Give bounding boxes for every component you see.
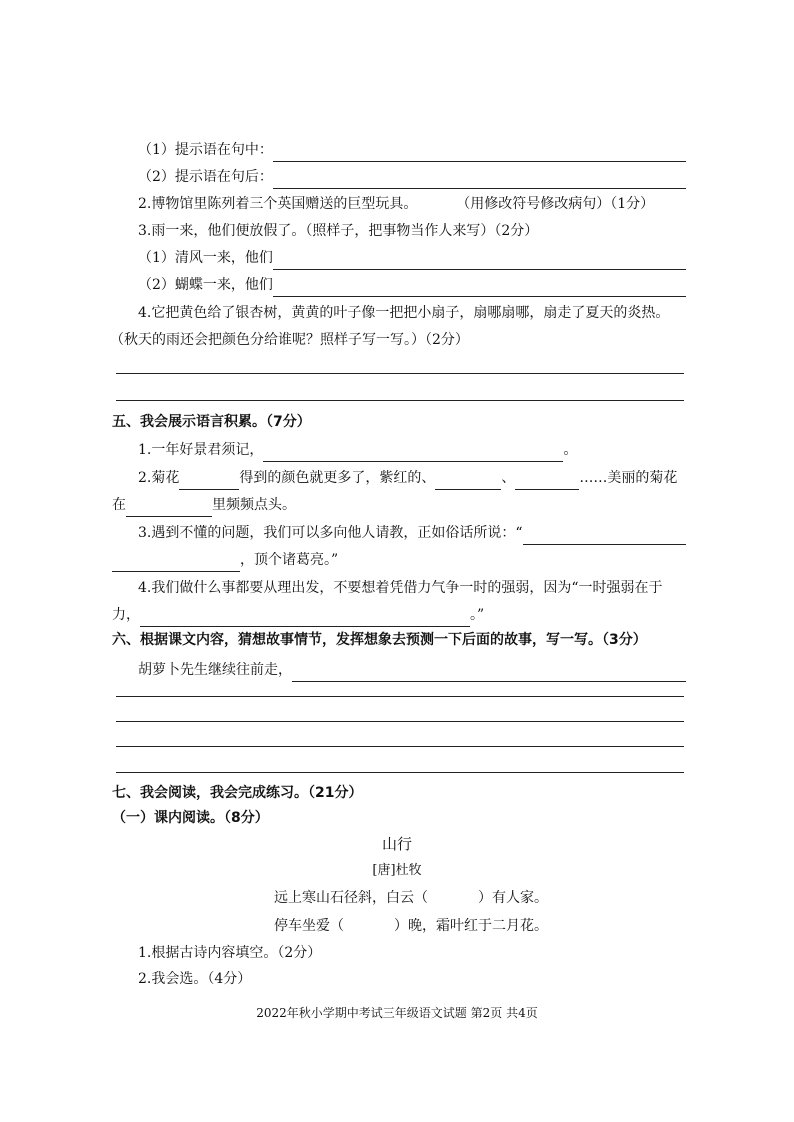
q5-item-3-text: 3.遇到不懂的问题，我们可以多向他人请教，正如俗话所说：“ <box>138 525 523 541</box>
q5-item-3-end: ，顶个诸葛亮。” <box>240 552 339 568</box>
section-5-title: 五、我会展示语言积累。（7分） <box>112 414 311 430</box>
poem-line-1 <box>274 886 734 910</box>
q4-item-4 <box>138 301 698 325</box>
answer-blank[interactable] <box>140 608 470 627</box>
q4-item-3 <box>138 219 698 243</box>
q4-dialogue-line-2 <box>138 165 686 189</box>
q5-item-4-end: 。” <box>470 607 485 623</box>
q6-story-start-text: 胡萝卜先生继续往前走， <box>138 662 292 678</box>
answer-blank[interactable] <box>435 471 501 490</box>
answer-blank[interactable] <box>263 443 563 462</box>
q5-item-3 <box>138 521 686 545</box>
poem-line-1-b: ）有人家。 <box>478 890 548 906</box>
poem-line-1-a: 远上寒山石径斜，白云（ <box>274 890 428 906</box>
answer-blank[interactable] <box>515 471 579 490</box>
answer-blank[interactable] <box>273 251 686 270</box>
answer-line[interactable] <box>116 373 684 374</box>
poem-line-2 <box>274 914 734 938</box>
poem-line-2-b: ）晚，霜叶红于二月花。 <box>394 918 548 934</box>
answer-blank[interactable] <box>179 471 239 490</box>
answer-line[interactable] <box>116 721 684 722</box>
q4-dialogue-line-1 <box>138 138 686 162</box>
poem-author: [唐]杜牧 <box>372 863 422 878</box>
q5-item-2-text-a: 2.菊花 <box>138 470 180 486</box>
q5-item-2-text-b: 得到的颜色就更多了，紫红的、 <box>239 470 436 486</box>
poem-line-2-a: 停车坐爱（ <box>274 918 344 934</box>
q5-item-4-text: 4.我们做什么事都要从理出发，不要想着凭借力气争一时的强弱，因为“一时强弱在于 <box>138 580 663 596</box>
section-7-title: 七、我会阅读，我会完成练习。（21分） <box>112 785 363 801</box>
poem-title: 山行 <box>381 835 412 853</box>
q4-item-2-instruction: （用修改符号修改病句）（1分） <box>456 196 655 212</box>
q5-item-1-text: 1.一年好景君须记， <box>138 442 264 458</box>
q5-item-1 <box>138 438 698 462</box>
answer-line[interactable] <box>116 400 684 401</box>
q5-item-4 <box>138 576 698 600</box>
answer-blank[interactable] <box>126 498 212 517</box>
q4-item-4b <box>110 328 690 352</box>
answer-blank[interactable] <box>273 170 686 189</box>
q5-item-1-end: 。 <box>563 442 578 458</box>
answer-line[interactable] <box>116 696 684 697</box>
q5-item-2 <box>138 466 698 490</box>
q5-item-2-text-d: ……美丽的菊花 <box>579 470 678 486</box>
q5-item-2-cont <box>112 493 672 517</box>
answer-blank[interactable] <box>292 663 686 682</box>
q4-item-3a <box>138 246 686 270</box>
q5-item-2-text-e: 在 <box>112 497 126 513</box>
q5-item-4-text-b: 力， <box>112 607 140 623</box>
q5-item-3-cont <box>112 548 672 572</box>
answer-blank[interactable] <box>523 526 686 545</box>
q4-item-2 <box>138 192 698 216</box>
q4-item-4-text: 4.它把黄色给了银杏树，黄黄的叶子像一把把小扇子，扇哪扇哪，扇走了夏天的炎热。 <box>138 305 670 321</box>
q5-item-4-cont <box>112 603 672 627</box>
q7-exercise-1: 1.根据古诗内容填空。（2分） <box>138 945 322 961</box>
answer-blank[interactable] <box>112 553 240 572</box>
page-footer: 2022年秋小学期中考试三年级语文试题 第2页 共4页 <box>256 1006 538 1020</box>
q6-story-start <box>138 658 686 682</box>
q4-item-3a-text: （1）清风一来，他们 <box>138 250 273 266</box>
q4-item-3b-text: （2）蝴蝶一来，他们 <box>138 277 273 293</box>
answer-line[interactable] <box>116 772 684 773</box>
section-7-subtitle: （一）课内阅读。（8分） <box>112 810 269 826</box>
answer-blank[interactable] <box>273 143 686 162</box>
q5-item-2-text-c: 、 <box>501 470 516 486</box>
q4-item-2-sentence: 2.博物馆里陈列着三个英国赠送的巨型玩具。 <box>138 196 418 212</box>
q4-prompt-middle: （1）提示语在句中： <box>138 142 273 158</box>
answer-line[interactable] <box>116 746 684 747</box>
answer-blank[interactable] <box>273 278 686 297</box>
q5-item-2-text-f: 里频频点头。 <box>212 497 296 513</box>
q7-exercise-2: 2.我会选。（4分） <box>138 971 252 987</box>
q4-item-4-instruction: （秋天的雨还会把颜色分给谁呢？照样子写一写。）（2分） <box>110 332 469 348</box>
section-6-title: 六、根据课文内容，猜想故事情节，发挥想象去预测一下后面的故事，写一写。（3分） <box>112 632 647 648</box>
q4-prompt-after: （2）提示语在句后： <box>138 169 273 185</box>
q4-item-3b <box>138 273 686 297</box>
q4-item-3-text: 3.雨一来，他们便放假了。（照样子，把事物当作人来写）（2分） <box>138 223 539 239</box>
